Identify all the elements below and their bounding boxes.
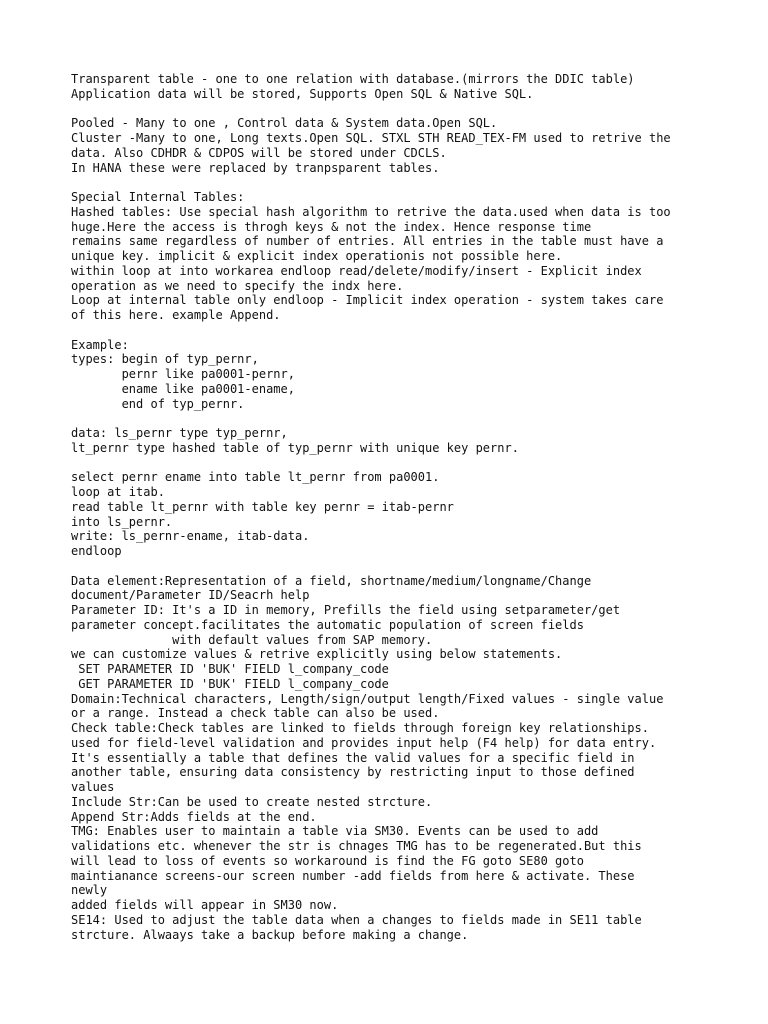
- text-line: unique key. implicit & explicit index operationis not possible here.: [71, 249, 563, 263]
- text-line: Hashed tables: Use special hash algorithm to retrive the data.used when data is too: [71, 204, 671, 219]
- text-line: Cluster -Many to one, Long texts.Open SQL. STXL STH READ_TEX-FM used to retrive the: [71, 131, 671, 145]
- text-line: Data element:Representation of a field, shortname/medium/longname/Change: [71, 573, 592, 588]
- blank-line: [71, 456, 731, 471]
- text-line: pernr like pa0001-pernr,: [71, 367, 295, 381]
- blank-line: [71, 559, 731, 574]
- text-line: huge.Here the access is throgh keys & not the index. Hence response time: [71, 219, 592, 234]
- text-line: Include Str:Can be used to create nested strcture.: [71, 794, 433, 809]
- text-line: Parameter ID: It's a ID in memory, Prefills the field using setparameter/get: [71, 603, 621, 617]
- text-line: TMG: Enables user to maintain a table via SM30. Events can be used to add: [71, 824, 599, 839]
- text-line: Application data will be stored, Supports Open SQL & Native SQL.: [71, 86, 534, 101]
- text-line: values: [71, 780, 115, 794]
- text-line: Check table:Check tables are linked to fields through foreign key relationships.: [71, 721, 649, 735]
- text-line: data. Also CDHDR & CDPOS will be stored under CDCLS.: [71, 145, 447, 160]
- text-line: end of typ_pernr.: [71, 396, 245, 411]
- text-line: another table, ensuring data consistency by restricting input to those defined: [71, 765, 635, 780]
- text-line: loop at itab.: [71, 485, 165, 499]
- text-line: validations etc. whenever the str is chnages TMG has to be regenerated.But this: [71, 839, 642, 853]
- text-line: Example:: [71, 337, 129, 352]
- text-line: Append Str:Adds fields at the end.: [71, 809, 317, 824]
- text-line: It's essentially a table that defines the valid values for a specific field in: [71, 750, 635, 765]
- blank-line: [71, 175, 731, 190]
- text-line: Special Internal Tables:: [71, 190, 245, 204]
- text-line: read table lt_pernr with table key pernr = itab-pernr: [71, 499, 454, 514]
- text-line: lt_pernr type hashed table of typ_pernr with unique key pernr.: [71, 440, 519, 455]
- text-line: newly: [71, 883, 108, 898]
- text-line: of this here. example Append.: [71, 308, 281, 322]
- text-line: endloop: [71, 544, 122, 558]
- text-line: into ls_pernr.: [71, 514, 173, 529]
- text-line: Loop at internal table only endloop - Implicit index operation - system takes care: [71, 293, 664, 308]
- blank-line: [71, 102, 731, 117]
- text-line: added fields will appear in SM30 now.: [71, 898, 339, 912]
- text-line: ename like pa0001-ename,: [71, 381, 295, 396]
- text-line: or a range. Instead a check table can also be used.: [71, 706, 440, 721]
- text-line: In HANA these were replaced by tranpsparent tables.: [71, 160, 440, 175]
- text-line: Transparent table - one to one relation with database.(mirrors the DDIC table): [71, 72, 635, 86]
- text-line: types: begin of typ_pernr,: [71, 352, 259, 367]
- text-line: GET PARAMETER ID 'BUK' FIELD l_company_code: [71, 676, 389, 691]
- text-line: will lead to loss of events so workaround is find the FG goto SE80 goto: [71, 853, 584, 868]
- text-line: used for field-level validation and provides input help (F4 help) for data entry.: [71, 735, 657, 750]
- text-line: SE14: Used to adjust the table data when a changes to fields made in SE11 table: [71, 912, 642, 927]
- text-line: write: ls_pernr-ename, itab-data.: [71, 529, 310, 544]
- text-line: with default values from SAP memory.: [71, 632, 433, 647]
- text-line: maintianance screens-our screen number -add fields from here & activate. These: [71, 868, 635, 883]
- blank-line: [71, 411, 731, 426]
- text-line: SET PARAMETER ID 'BUK' FIELD l_company_code: [71, 662, 389, 676]
- document-body: [71, 72, 731, 942]
- text-line: remains same regardless of number of entries. All entries in the table must have a: [71, 234, 664, 249]
- text-line: document/Parameter ID/Seacrh help: [71, 588, 310, 603]
- text-line: operation as we need to specify the indx here.: [71, 278, 404, 293]
- text-line: Domain:Technical characters, Length/sign/output length/Fixed values - single value: [71, 691, 664, 706]
- text-line: select pernr ename into table lt_pernr from pa0001.: [71, 470, 440, 485]
- text-line: we can customize values & retrive explicitly using below statements.: [71, 647, 563, 662]
- text-line: within loop at into workarea endloop read/delete/modify/insert - Explicit index: [71, 263, 642, 278]
- text-line: Pooled - Many to one , Control data & System data.Open SQL.: [71, 116, 498, 131]
- text-line: parameter concept.facilitates the automatic population of screen fields: [71, 617, 584, 632]
- text-line: data: ls_pernr type typ_pernr,: [71, 426, 288, 440]
- text-line: strcture. Alwaays take a backup before making a change.: [71, 927, 469, 942]
- blank-line: [71, 323, 731, 338]
